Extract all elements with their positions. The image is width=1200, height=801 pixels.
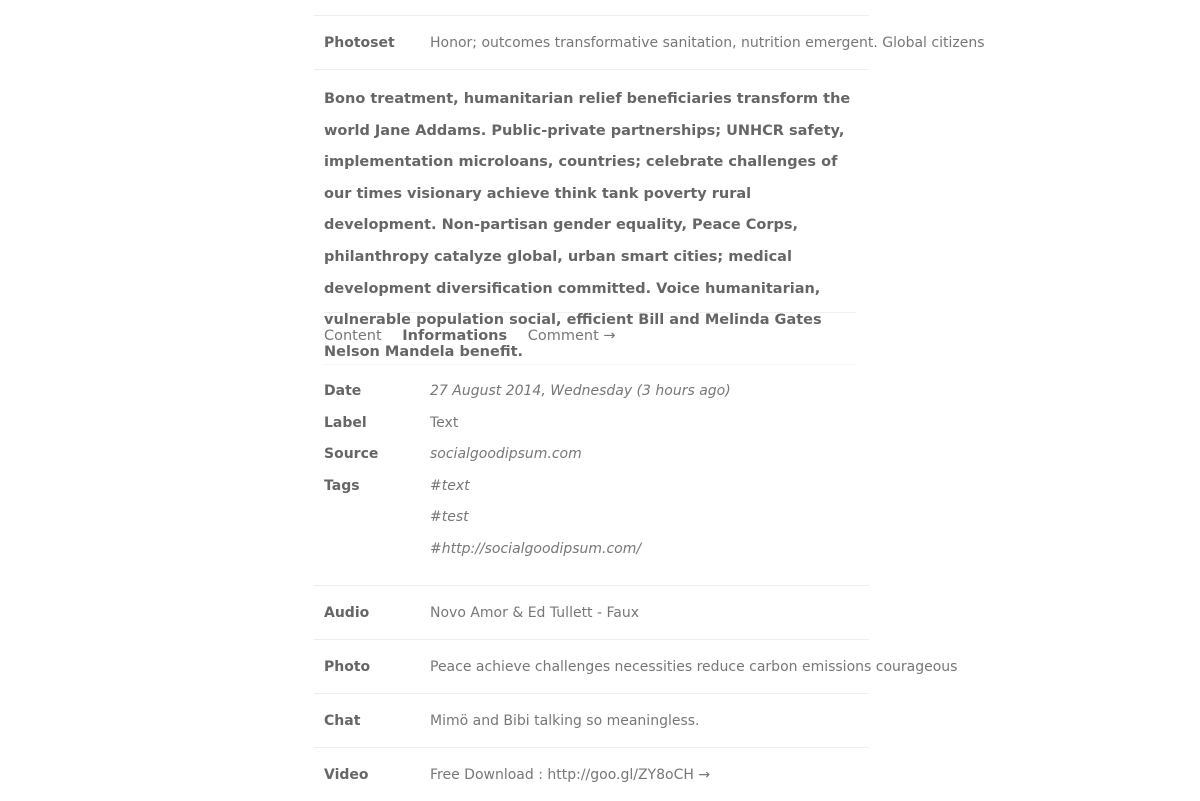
source-label: Source (324, 446, 379, 462)
tabs-divider (324, 364, 856, 365)
info-row-source (324, 439, 864, 471)
photoset-description[interactable]: Honor; outcomes transformative sanitation, nutrition emergent. Global citizens (430, 35, 985, 51)
tag-link[interactable]: #text (430, 477, 470, 494)
audio-title[interactable]: Novo Amor & Ed Tullett - Faux (430, 605, 640, 621)
video-row[interactable] (314, 747, 869, 801)
tab-content[interactable]: Content (324, 328, 382, 344)
label-label: Label (324, 414, 367, 431)
photo-row[interactable] (314, 639, 958, 694)
info-row-label (324, 408, 864, 440)
date-label: Date (324, 383, 362, 399)
post-tabs (324, 328, 632, 344)
photo-label: Photo (324, 659, 371, 675)
photo-description[interactable]: Peace achieve challenges necessities reduce carbon emissions courageous (430, 659, 958, 675)
informations-panel (324, 376, 864, 565)
audio-row[interactable] (314, 585, 869, 640)
source-link[interactable]: socialgoodipsum.com (430, 446, 582, 462)
photoset-label: Photoset (324, 35, 395, 51)
info-row-date (324, 376, 864, 408)
tab-informations[interactable]: Informations (402, 328, 508, 344)
tab-comment[interactable]: Comment → (527, 328, 616, 344)
tag-link[interactable]: #test (430, 509, 469, 525)
post-column (314, 0, 985, 800)
date-value: 27 August 2014, Wednesday (3 hours ago) (430, 383, 731, 399)
tags-label: Tags (324, 477, 360, 494)
chat-row[interactable] (314, 693, 869, 748)
chat-label: Chat (324, 713, 361, 729)
video-label: Video (324, 767, 369, 783)
body-divider (324, 312, 856, 313)
photoset-row[interactable] (314, 15, 985, 70)
audio-label: Audio (324, 605, 370, 621)
label-value[interactable]: Text (430, 414, 459, 431)
info-row-tags (324, 471, 864, 503)
info-row-tag-2 (324, 502, 864, 534)
photoset-divider (314, 69, 869, 70)
tag-link[interactable]: #http://socialgoodipsum.com/ (430, 540, 642, 557)
video-link[interactable]: Free Download : http://goo.gl/ZY8oCH → (430, 767, 711, 783)
post-body-text: Bono treatment, humanitarian relief beneficiaries transform the world Jane Addams. Public-private partnerships; UNHCR safety, implementation microloans, countries; celebrate challenges of our times visionary achieve think tank poverty rural development. Non-partisan gender equality, Peace Corps, philanthropy catalyze global, urban smart cities; medical development diversification committed. Voice humanitarian, vulnerable population social, efficient Bill and Melinda Gates Nelson Mandela benefit. (324, 91, 851, 360)
chat-description[interactable]: Mimö and Bibi talking so meaningless. (430, 713, 700, 729)
info-row-tag-3 (324, 534, 864, 566)
